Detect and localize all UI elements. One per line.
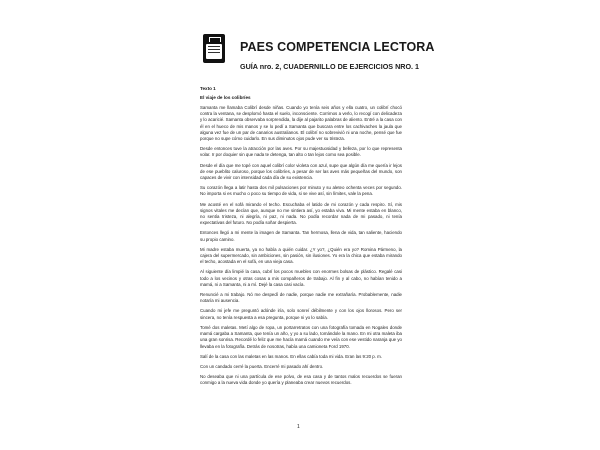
page-number: 1 — [297, 424, 300, 430]
paragraph: Desde entonces tuve la atracción por las aves. Por su majestuosidad y belleza, por lo que representa volar. Ir por doquier sin que nada te detenga, tan alto o tan lejos como sea posible. — [200, 146, 402, 158]
paragraph: No deseaba que ni una partícula de ese polvo, de esa casa y de tantos malos recuerdos se fueran conmigo a la nueva vida donde yo quería y planeaba crear nuevos recuerdos. — [200, 374, 402, 386]
page-title: PAES COMPETENCIA LECTORA — [240, 40, 435, 54]
text-title: El viaje de los colibríes — [200, 95, 251, 100]
paragraph: Renuncié a mi trabajo. Nó me despedí de nadie, porque nadie me extrañaría. Probablemente, nadie notaría mi ausencia. — [200, 292, 402, 304]
paragraph: Mi madre estaba muerta, ya no había a quién cuidar. ¿Y yo?, ¿Quién era yo? Romina Pármeno, la cajera del supermercado, sin ambiciones, sin pasión, sin ilusiones. Yo era la chica que estaba mirando el techo, acostada en el sofá, en una vieja casa. — [200, 246, 402, 265]
paragraph: Salí de la casa con las maletas en las manos. En ellas cabía toda mi vida. Eran las 9:20 p. m. — [200, 353, 383, 359]
text-content — [200, 86, 402, 387]
paragraph: Su corazón llega a latir hasta dos mil pulsaciones por minuto y su aleteo ochenta veces por segundo. No importa si es mucho o poco su tiempo de vida, si se vive así, sin límites, vale la pena. — [200, 185, 402, 197]
paragraph: Me acosté en el sofá mirando el techo. Escuchaba el latido de mi corazón y cada respiro. Sí, mis signos vitales me decían que, aunque no me sintiera así, yo estaba viva. Mi mente estaba en blanco, no sentía tristeza, ni alegría, ni paz, ni nada. No podía recordar nada de mi pasado, ni tenía expectativas del futuro. No podía soñar despierta. — [200, 201, 402, 226]
paragraph: Cuando mi jefe me preguntó adónde iría, solo sonreí débilmente y con los ojos llorosos. Pero ser sincera, no tenía respuesta a esa pregunta, porque ni yo lo sabía. — [200, 308, 402, 320]
paragraph: Samanta me llamaba Colibrí desde niñas. Cuando yo tenía seis años y ella cuatro, un colibrí chocó contra la ventana, se desplomó hasta el suelo, inconsciente. Corrimos a verlo, lo recogí con delicadeza y lo acaricié. Samanta observaba sorprendida, la dije al pajarito palabras de aliento. Entré a la casa con él en el hueco de mis manos y se lo pedí a Samanta que buscara entre los cachivaches la jaula que alguna vez fue de un par de canarios australianos. El colibrí no sobrevivió ni una noche, pensé que fue porque no supe cómo cuidarlo. En sus diminutos ojos pude ver su tristeza. — [200, 105, 402, 142]
paragraph: Entonces llegó a mi mente la imagen de Samanta. Tan hermosa, llena de vida, tan saliente, haciendo su propio camino. — [200, 230, 402, 242]
text-body — [200, 105, 402, 387]
paragraph: Al siguiente día limpié la casa, cubrí los pocos muebles con enormes bolsas de plástico. Regalé casi todo a los vecinos y otras cosas a mis compañeros de trabajo. Al fin y al cabo, no habían tenido a mamá, ni a Samanta, ni a mí. Dejé la casa casi vacía. — [200, 269, 402, 287]
paragraph: Con un candado cerré la puerta. Encerré mi pasado ahí dentro. — [200, 363, 324, 369]
page-subtitle: GUÍA nro. 2, CUADERNILLO DE EJERCICIOS NRO. 1 — [240, 62, 420, 71]
text-label: Texto 1 — [200, 86, 216, 91]
paragraph: Desde el día que me topé con aquel colibrí color violeta con azul, supe que algún día me quería ir lejos de ese pueblito caluroso, porque los colibríes, a pesar de ser las aves más pequeñas del mundo, son capaces de vivir con intensidad cada día de su existencia. — [200, 162, 402, 181]
book-logo-icon — [203, 34, 225, 63]
paragraph: Tomé dos maletas. Metí algo de ropa, un portarretratos con una fotografía tomada en Nogales donde mamá cargaba a Samanta, que tenía un año, y yo a su lado, tomándole la mano. En mi otra maleta iba una gran sonrisa. Recordé lo feliz que me hacía mamá cuando me veía con ese vestido naranja que yo llevaba en la fotografía. Detrás de nosotras, había una camioneta Ford 1970. — [200, 324, 402, 349]
